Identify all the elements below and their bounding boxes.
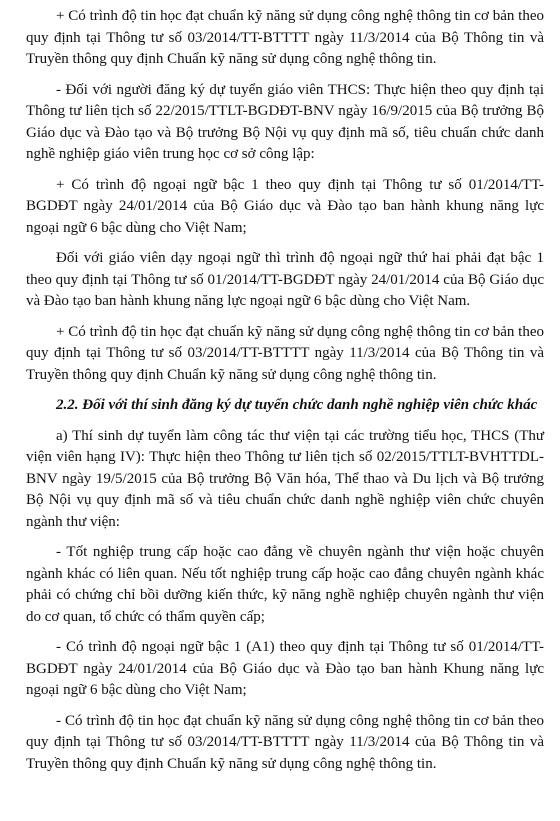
paragraph-library-staff: a) Thí sinh dự tuyển làm công tác thư viện tại các trường tiểu học, THCS (Thư viện viên hạng IV): Thực hiện theo Thông tư liên tịch số 02/2015/TTLT-BVHTTDL-BNV ngày 19/5/2015 của Bộ trưởng Bộ Văn hóa, Thể thao và Du lịch và Bộ trưởng Bộ Nội vụ quy định mã số và tiêu chuẩn chức danh nghề nghiệp viên chức chuyên ngành thư viện: (26, 427, 544, 530)
paragraph-foreign-language-level-1: + Có trình độ ngoại ngữ bậc 1 theo quy định tại Thông tư số 01/2014/TT-BGDĐT ngày 24/01/2014 của Bộ Giáo dục và Đào tạo ban hành khung năng lực ngoại ngữ 6 bậc dùng cho Việt Nam; (26, 176, 544, 236)
paragraph-library-degree: - Tốt nghiệp trung cấp hoặc cao đẳng về chuyên ngành thư viện hoặc chuyên ngành khác có liên quan. Nếu tốt nghiệp trung cấp hoặc cao đẳng chuyên ngành khác phải có chứng chỉ bồi dưỡng kiến thức, kỹ năng nghề nghiệp chuyên ngành thư viện do cơ quan, tổ chức có thẩm quyền cấp; (26, 544, 544, 625)
paragraph-library-foreign-language: - Có trình độ ngoại ngữ bậc 1 (A1) theo quy định tại Thông tư số 01/2014/TT-BGDĐT ngày 24/01/2014 của Bộ Giáo dục và Đào tạo ban hành Khung năng lực ngoại ngữ 6 bậc dùng cho Việt Nam; (26, 639, 544, 698)
section-heading-2-2: 2.2. Đối với thí sinh đăng ký dự tuyển chức danh nghề nghiệp viên chức khác (56, 397, 538, 413)
paragraph-it-standard-1: + Có trình độ tin học đạt chuẩn kỹ năng sử dụng công nghệ thông tin cơ bản theo quy định tại Thông tư số 03/2014/TT-BTTTT ngày 11/3/2014 của Bộ Thông tin và Truyền thông quy định Chuẩn kỹ năng sử dụng công nghệ thông tin. (26, 8, 544, 67)
paragraph-library-it-standard: - Có trình độ tin học đạt chuẩn kỹ năng sử dụng công nghệ thông tin cơ bản theo quy định tại Thông tư số 03/2014/TT-BTTTT ngày 11/3/2014 của Bộ Thông tin và Truyền thông quy định Chuẩn kỹ năng sử dụng công nghệ thông tin. (26, 712, 544, 772)
paragraph-it-standard-2: + Có trình độ tin học đạt chuẩn kỹ năng sử dụng công nghệ thông tin cơ bản theo quy định tại Thông tư số 03/2014/TT-BTTTT ngày 11/3/2014 của Bộ Thông tin và Truyền thông quy định Chuẩn kỹ năng sử dụng công nghệ thông tin. (26, 323, 544, 383)
paragraph-foreign-language-teacher: Đối với giáo viên dạy ngoại ngữ thì trình độ ngoại ngữ thứ hai phải đạt bậc 1 theo quy định tại Thông tư số 01/2014/TT-BGDĐT ngày 24/01/2014 của Bộ Giáo dục và Đào tạo ban hành khung năng lực ngoại ngữ 6 bậc dùng cho Việt Nam. (26, 250, 544, 309)
paragraph-thcs-teacher: - Đối với người đăng ký dự tuyển giáo viên THCS: Thực hiện theo quy định tại Thông tư liên tịch số 22/2015/TTLT-BGDĐT-BNV ngày 16/9/2015 của Bộ trưởng Bộ Giáo dục và Đào tạo và Bộ trưởng Bộ Nội vụ quy định mã số, tiêu chuẩn chức danh nghề nghiệp giáo viên trung học cơ sở công lập: (26, 81, 544, 162)
